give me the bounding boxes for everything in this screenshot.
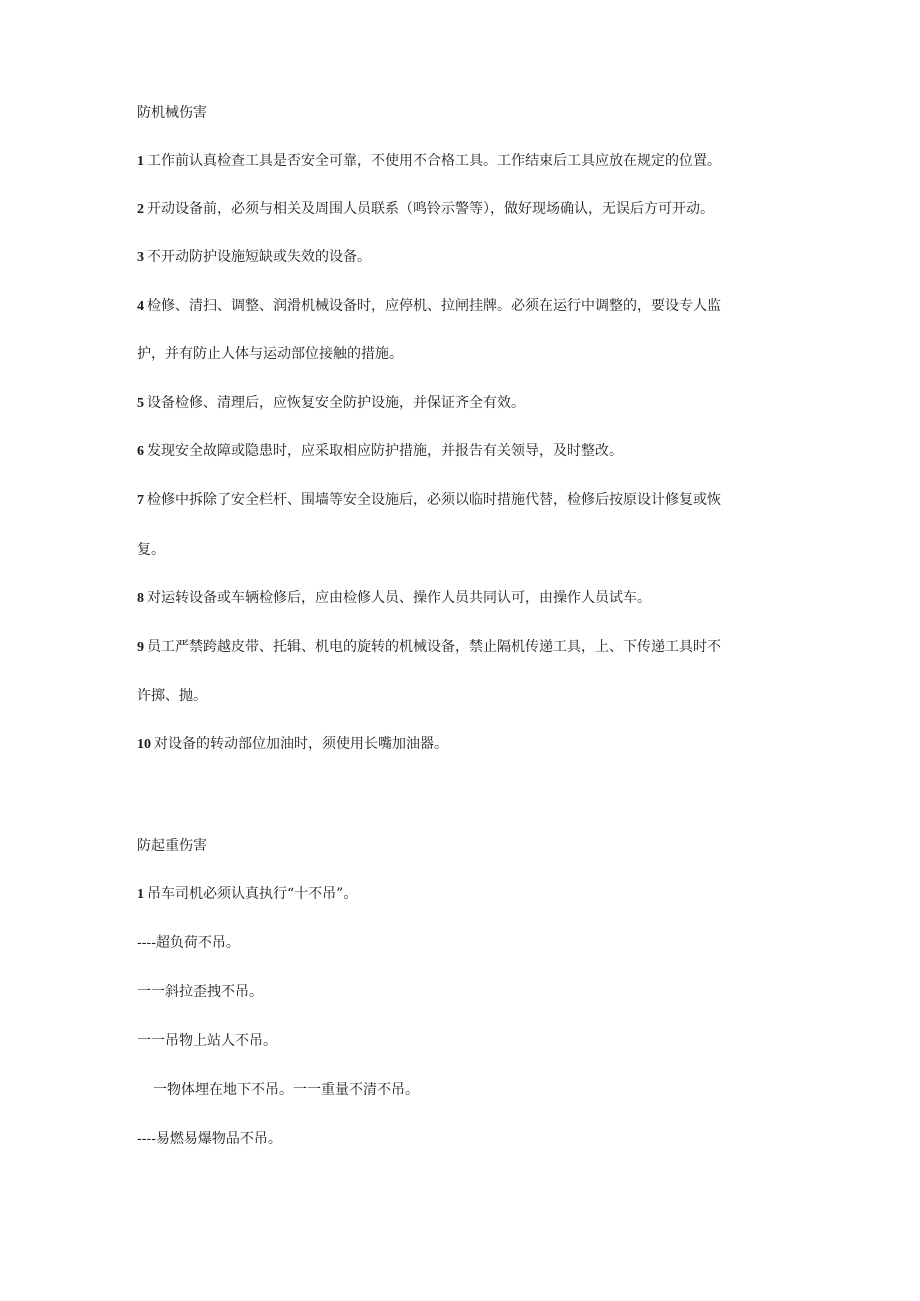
item-number: 6 xyxy=(137,444,144,459)
item-text: 检修、清扫、调整、润滑机械设备时，应停机、拉闸挂牌。必须在运行中调整的，要设专人监 xyxy=(147,298,721,314)
item-number: 10 xyxy=(137,737,151,752)
section-heading-mechanical: 防机械伤害 xyxy=(137,105,207,121)
item-number: 7 xyxy=(137,493,144,508)
item-continuation: 复。 xyxy=(137,542,165,558)
item-continuation: 许掷、抛。 xyxy=(137,688,207,704)
list-item xyxy=(137,734,448,755)
item-number: 1 xyxy=(137,887,144,902)
item-text: 工作前认真检查工具是否安全可靠，不使用不合格工具。工作结束后工具应放在规定的位置。 xyxy=(147,153,721,169)
item-number: 2 xyxy=(137,202,144,217)
list-item xyxy=(137,199,714,220)
item-text: 吊车司机必须认真执行“十不吊”。 xyxy=(147,886,358,902)
list-item xyxy=(137,637,721,658)
item-text: 员工严禁跨越皮带、托辑、机电的旋转的机械设备，禁止隔机传递工具，上、下传递工具时不 xyxy=(147,639,721,655)
item-text: 对设备的转动部位加油时，须使用长嘴加油器。 xyxy=(154,736,448,752)
list-item xyxy=(137,296,721,317)
list-item xyxy=(137,441,623,462)
list-item xyxy=(137,247,371,268)
item-text: 设备检修、清理后，应恢复安全防护设施，并保证齐全有效。 xyxy=(147,395,525,411)
item-number: 5 xyxy=(137,396,144,411)
item-number: 4 xyxy=(137,299,144,314)
list-item xyxy=(137,588,651,609)
item-continuation: 护，并有防止人体与运动部位接触的措施。 xyxy=(137,346,403,362)
rule-line: ----超负荷不吊。 xyxy=(137,935,240,951)
list-item xyxy=(137,490,721,511)
list-item xyxy=(137,884,357,905)
item-text: 开动设备前，必须与相关及周围人员联系（鸣铃示警等），做好现场确认，无误后方可开动。 xyxy=(147,201,714,217)
item-text: 不开动防护设施短缺或失效的设备。 xyxy=(147,249,371,265)
list-item xyxy=(137,151,721,172)
rule-line: 一物体埋在地下不吊。一一重量不清不吊。 xyxy=(153,1082,419,1098)
item-number: 9 xyxy=(137,640,144,655)
item-number: 1 xyxy=(137,154,144,169)
item-number: 8 xyxy=(137,591,144,606)
item-text: 检修中拆除了安全栏杆、围墙等安全设施后，必须以临时措施代替，检修后按原设计修复或恢 xyxy=(147,492,721,508)
item-text: 发现安全故障或隐患时，应采取相应防护措施，并报告有关领导，及时整改。 xyxy=(147,443,623,459)
section-heading-lifting: 防起重伤害 xyxy=(137,838,207,854)
item-text: 对运转设备或车辆检修后，应由检修人员、操作人员共同认可，由操作人员试车。 xyxy=(147,590,651,606)
list-item xyxy=(137,393,525,414)
rule-line: ----易燃易爆物品不吊。 xyxy=(137,1131,282,1147)
item-number: 3 xyxy=(137,250,144,265)
rule-line: 一一吊物上站人不吊。 xyxy=(137,1033,277,1049)
rule-line: 一一斜拉歪拽不吊。 xyxy=(137,984,263,1000)
